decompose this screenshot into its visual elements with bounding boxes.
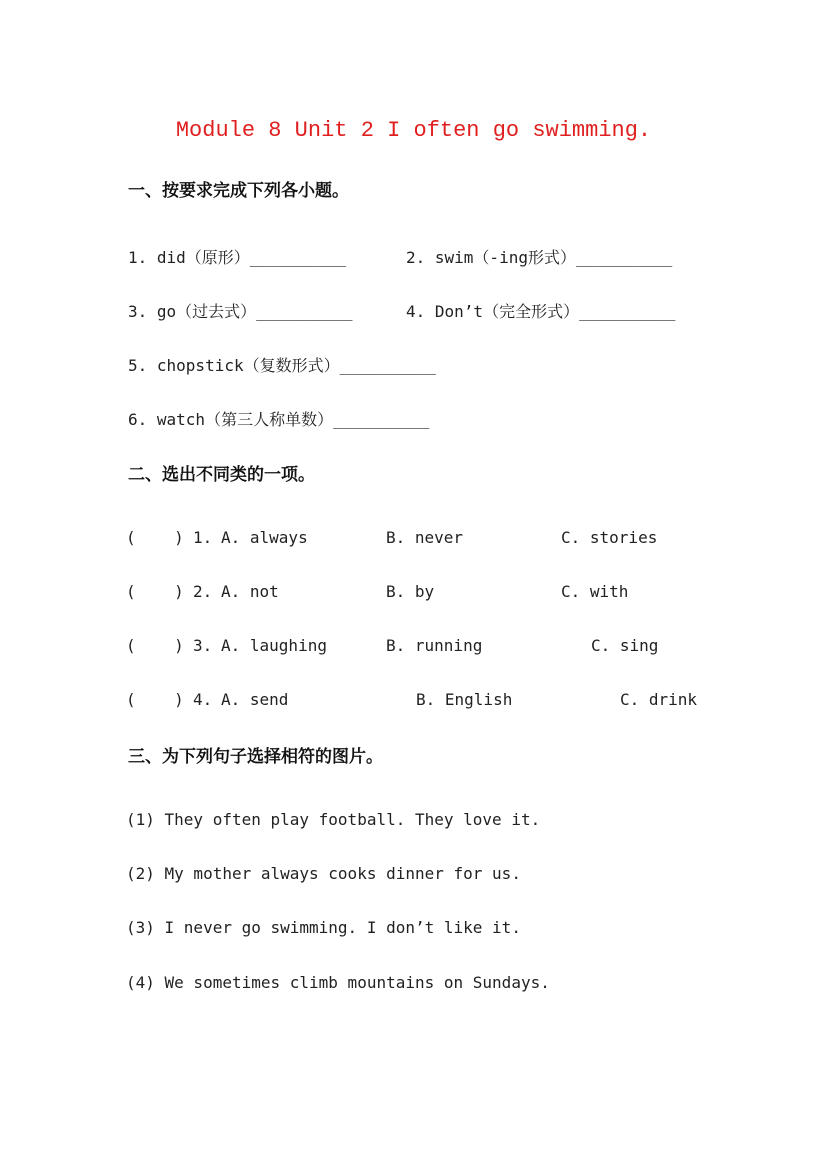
option-b: B. never xyxy=(386,528,464,547)
sentence-1: (1) They often play football. They love it. xyxy=(126,810,541,829)
option-c: C. with xyxy=(561,582,629,601)
option-c: C. drink xyxy=(620,690,698,709)
question-number: 1. xyxy=(193,528,213,547)
fill-item-4: 4. Don’t（完全形式）__________ xyxy=(406,302,676,321)
fill-item-2: 2. swim（-ing形式）__________ xyxy=(406,248,673,267)
fill-item-3: 3. go（过去式）__________ xyxy=(128,302,353,321)
option-c: C. stories xyxy=(561,528,658,547)
option-b: B. running xyxy=(386,636,483,655)
answer-paren: ( ) xyxy=(126,582,184,601)
question-number: 2. xyxy=(193,582,213,601)
option-a: A. always xyxy=(221,528,308,547)
option-c: C. sing xyxy=(591,636,659,655)
option-b: B. English xyxy=(416,690,513,709)
question-number: 3. xyxy=(193,636,213,655)
option-a: A. send xyxy=(221,690,289,709)
answer-paren: ( ) xyxy=(126,636,184,655)
option-a: A. laughing xyxy=(221,636,327,655)
sentence-4: (4) We sometimes climb mountains on Sundays. xyxy=(126,973,550,992)
answer-paren: ( ) xyxy=(126,528,184,547)
sentence-3: (3) I never go swimming. I don’t like it. xyxy=(126,918,521,937)
fill-item-5: 5. chopstick（复数形式）__________ xyxy=(128,356,436,375)
question-number: 4. xyxy=(193,690,213,709)
option-b: B. by xyxy=(386,582,435,601)
option-a: A. not xyxy=(221,582,279,601)
section3-heading: 三、为下列句子选择相符的图片。 xyxy=(128,747,383,767)
section2-heading: 二、选出不同类的一项。 xyxy=(128,465,315,485)
fill-item-1: 1. did（原形）__________ xyxy=(128,248,347,267)
page-title: Module 8 Unit 2 I often go swimming. xyxy=(175,118,652,143)
answer-paren: ( ) xyxy=(126,690,184,709)
fill-item-6: 6. watch（第三人称单数）__________ xyxy=(128,410,430,429)
section1-heading: 一、按要求完成下列各小题。 xyxy=(128,181,349,201)
sentence-2: (2) My mother always cooks dinner for us. xyxy=(126,864,521,883)
